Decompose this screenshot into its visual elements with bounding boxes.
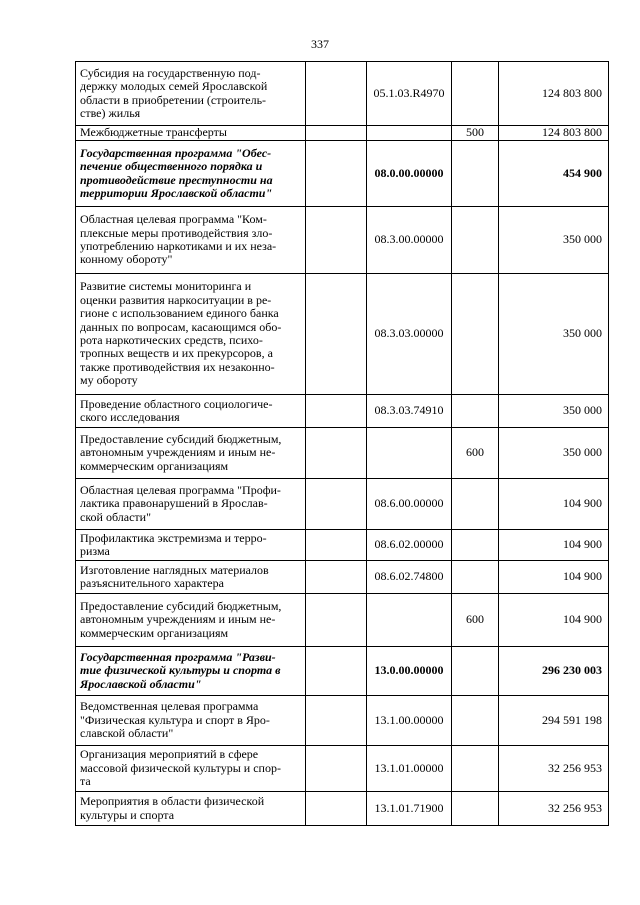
row-name-line: Субсидия на государственную под- bbox=[80, 65, 261, 80]
row-sum-cell: 32 256 953 bbox=[499, 746, 609, 792]
row-name-line: Изготовление наглядных материалов bbox=[80, 562, 269, 577]
row-name-line: коммерческим организациям bbox=[80, 625, 229, 640]
row-name-line: держку молодых семей Ярославской bbox=[80, 79, 268, 94]
row-name-line: Организация мероприятий в сфере bbox=[80, 747, 259, 762]
row-name-line: оценки развития наркоситуации в ре- bbox=[80, 292, 272, 307]
row-empty-cell bbox=[306, 207, 367, 274]
row-sum-cell: 350 000 bbox=[499, 428, 609, 479]
row-empty-cell bbox=[306, 395, 367, 428]
row-name-line: Мероприятия в области физической bbox=[80, 794, 265, 809]
row-name-line: та bbox=[80, 774, 91, 789]
row-name-line: печение общественного порядка и bbox=[80, 159, 263, 174]
row-name-line: данных по вопросам, касающимся обо- bbox=[80, 319, 282, 334]
table-row bbox=[76, 792, 609, 826]
row-name-line: культуры и спорта bbox=[80, 807, 175, 822]
row-empty-cell bbox=[306, 792, 367, 826]
row-name-line: Государственная программа "Разви- bbox=[80, 649, 276, 664]
row-name-cell bbox=[76, 141, 306, 207]
row-name-line: Предоставление субсидий бюджетным, bbox=[80, 431, 282, 446]
row-name-line: плексные меры противодействия зло- bbox=[80, 225, 273, 240]
row-empty-cell bbox=[306, 647, 367, 696]
row-expense-type-cell bbox=[452, 561, 499, 594]
row-name-line: разъяснительного характера bbox=[80, 576, 224, 590]
row-name-cell bbox=[76, 647, 306, 696]
row-expense-type-cell bbox=[452, 141, 499, 207]
row-sum-cell: 296 230 003 bbox=[499, 647, 609, 696]
row-name-cell bbox=[76, 62, 306, 126]
row-expense-type-cell bbox=[452, 530, 499, 561]
row-empty-cell bbox=[306, 141, 367, 207]
row-expense-type-cell bbox=[452, 62, 499, 126]
row-sum-cell: 124 803 800 bbox=[499, 126, 609, 141]
row-expense-type-cell bbox=[452, 746, 499, 792]
row-name-line: стве) жилья bbox=[80, 105, 141, 120]
row-name-line: славской области" bbox=[80, 726, 174, 741]
page-number: 337 bbox=[311, 37, 329, 51]
table-row bbox=[76, 530, 609, 561]
table-body bbox=[76, 62, 609, 826]
row-name-line: рота наркотических средств, психо- bbox=[80, 333, 263, 347]
row-name-line: Ярославской области" bbox=[80, 676, 202, 691]
row-name-cell bbox=[76, 395, 306, 428]
row-expense-type-cell: 500 bbox=[452, 126, 499, 141]
row-name-line: ской области" bbox=[80, 509, 151, 524]
table-row bbox=[76, 479, 609, 530]
row-empty-cell bbox=[306, 594, 367, 647]
row-name-cell bbox=[76, 792, 306, 826]
row-name-line: конному обороту" bbox=[80, 252, 173, 267]
table-row bbox=[76, 126, 609, 141]
row-name-line: Проведение областного социологиче- bbox=[80, 396, 273, 411]
row-name-line: Предоставление субсидий бюджетным, bbox=[80, 598, 282, 613]
row-name-line: "Физическая культура и спорт в Яро- bbox=[80, 712, 270, 727]
row-name-line: Профилактика экстремизма и терро- bbox=[80, 530, 267, 545]
row-name-line: гионе с использованием единого банка bbox=[80, 306, 279, 321]
row-expense-type-cell bbox=[452, 647, 499, 696]
row-empty-cell bbox=[306, 428, 367, 479]
row-expense-type-cell: 600 bbox=[452, 594, 499, 647]
row-name-line: противодействие преступности на bbox=[80, 172, 273, 187]
row-empty-cell bbox=[306, 62, 367, 126]
table-row bbox=[76, 428, 609, 479]
table-row bbox=[76, 141, 609, 207]
table-row bbox=[76, 274, 609, 395]
row-name-cell bbox=[76, 428, 306, 479]
row-empty-cell bbox=[306, 274, 367, 395]
row-name-line: Областная целевая программа "Профи- bbox=[80, 482, 281, 497]
row-empty-cell bbox=[306, 561, 367, 594]
row-empty-cell bbox=[306, 696, 367, 746]
row-code-cell: 08.0.00.00000 bbox=[367, 141, 452, 207]
row-name-cell bbox=[76, 561, 306, 594]
row-code-cell: 08.6.00.00000 bbox=[367, 479, 452, 530]
row-name-cell bbox=[76, 479, 306, 530]
row-empty-cell bbox=[306, 746, 367, 792]
row-empty-cell bbox=[306, 479, 367, 530]
row-name-line: лактика правонарушений в Ярослав- bbox=[80, 496, 268, 511]
row-name-line: автономным учреждениям и иным не- bbox=[80, 445, 276, 460]
table-row bbox=[76, 395, 609, 428]
table-row bbox=[76, 746, 609, 792]
row-code-cell: 08.3.00.00000 bbox=[367, 207, 452, 274]
row-name-cell bbox=[76, 746, 306, 792]
row-name-line: Ведомственная целевая программа bbox=[80, 699, 259, 714]
row-code-cell: 13.0.00.00000 bbox=[367, 647, 452, 696]
row-name-cell bbox=[76, 207, 306, 274]
row-name-line: Развитие системы мониторинга и bbox=[80, 279, 252, 294]
row-name-line: Областная целевая программа "Ком- bbox=[80, 212, 267, 227]
row-name-line: Государственная программа "Обес- bbox=[80, 145, 272, 160]
row-name-line: территории Ярославской области" bbox=[80, 185, 273, 200]
row-empty-cell bbox=[306, 530, 367, 561]
row-name-cell bbox=[76, 696, 306, 746]
row-code-cell: 13.1.01.00000 bbox=[367, 746, 452, 792]
row-name-line: ского исследования bbox=[80, 410, 180, 424]
row-code-cell: 08.3.03.74910 bbox=[367, 395, 452, 428]
row-expense-type-cell bbox=[452, 792, 499, 826]
row-name-line: также противодействия их незаконно- bbox=[80, 359, 275, 374]
row-sum-cell: 124 803 800 bbox=[499, 62, 609, 126]
row-name-line: тропных веществ и их прекурсоров, а bbox=[80, 346, 273, 361]
row-expense-type-cell bbox=[452, 696, 499, 746]
row-code-cell: 13.1.01.71900 bbox=[367, 792, 452, 826]
row-code-cell: 05.1.03.R4970 bbox=[367, 62, 452, 126]
row-name-line: Межбюджетные трансферты bbox=[80, 125, 227, 140]
row-name-line: употреблению наркотиками и их неза- bbox=[80, 239, 277, 253]
row-name-cell bbox=[76, 594, 306, 647]
table-row bbox=[76, 62, 609, 126]
row-expense-type-cell bbox=[452, 395, 499, 428]
row-empty-cell bbox=[306, 126, 367, 141]
row-code-cell bbox=[367, 594, 452, 647]
row-sum-cell: 350 000 bbox=[499, 395, 609, 428]
table-row bbox=[76, 647, 609, 696]
row-sum-cell: 104 900 bbox=[499, 594, 609, 647]
row-sum-cell: 454 900 bbox=[499, 141, 609, 207]
row-expense-type-cell: 600 bbox=[452, 428, 499, 479]
row-expense-type-cell bbox=[452, 274, 499, 395]
table-row bbox=[76, 207, 609, 274]
row-name-line: тие физической культуры и спорта в bbox=[80, 663, 281, 678]
row-sum-cell: 350 000 bbox=[499, 207, 609, 274]
row-sum-cell: 104 900 bbox=[499, 479, 609, 530]
row-code-cell: 08.3.03.00000 bbox=[367, 274, 452, 395]
row-code-cell: 13.1.00.00000 bbox=[367, 696, 452, 746]
row-code-cell: 08.6.02.00000 bbox=[367, 530, 452, 561]
row-name-line: массовой физической культуры и спор- bbox=[80, 760, 281, 775]
row-name-line: области в приобретении (строитель- bbox=[80, 92, 267, 107]
row-name-line: коммерческим организациям bbox=[80, 458, 229, 473]
row-code-cell: 08.6.02.74800 bbox=[367, 561, 452, 594]
row-sum-cell: 350 000 bbox=[499, 274, 609, 395]
row-code-cell bbox=[367, 126, 452, 141]
table-row bbox=[76, 561, 609, 594]
row-name-line: му обороту bbox=[80, 373, 138, 388]
row-name-line: автономным учреждениям и иным не- bbox=[80, 612, 276, 627]
row-sum-cell: 32 256 953 bbox=[499, 792, 609, 826]
row-name-line: ризма bbox=[80, 544, 110, 558]
row-expense-type-cell bbox=[452, 207, 499, 274]
row-sum-cell: 104 900 bbox=[499, 530, 609, 561]
table-row bbox=[76, 696, 609, 746]
row-sum-cell: 104 900 bbox=[499, 561, 609, 594]
row-name-cell bbox=[76, 274, 306, 395]
row-code-cell bbox=[367, 428, 452, 479]
row-expense-type-cell bbox=[452, 479, 499, 530]
table-row bbox=[76, 594, 609, 647]
row-name-cell bbox=[76, 530, 306, 561]
row-sum-cell: 294 591 198 bbox=[499, 696, 609, 746]
row-name-cell bbox=[76, 126, 306, 141]
budget-table bbox=[75, 61, 609, 826]
